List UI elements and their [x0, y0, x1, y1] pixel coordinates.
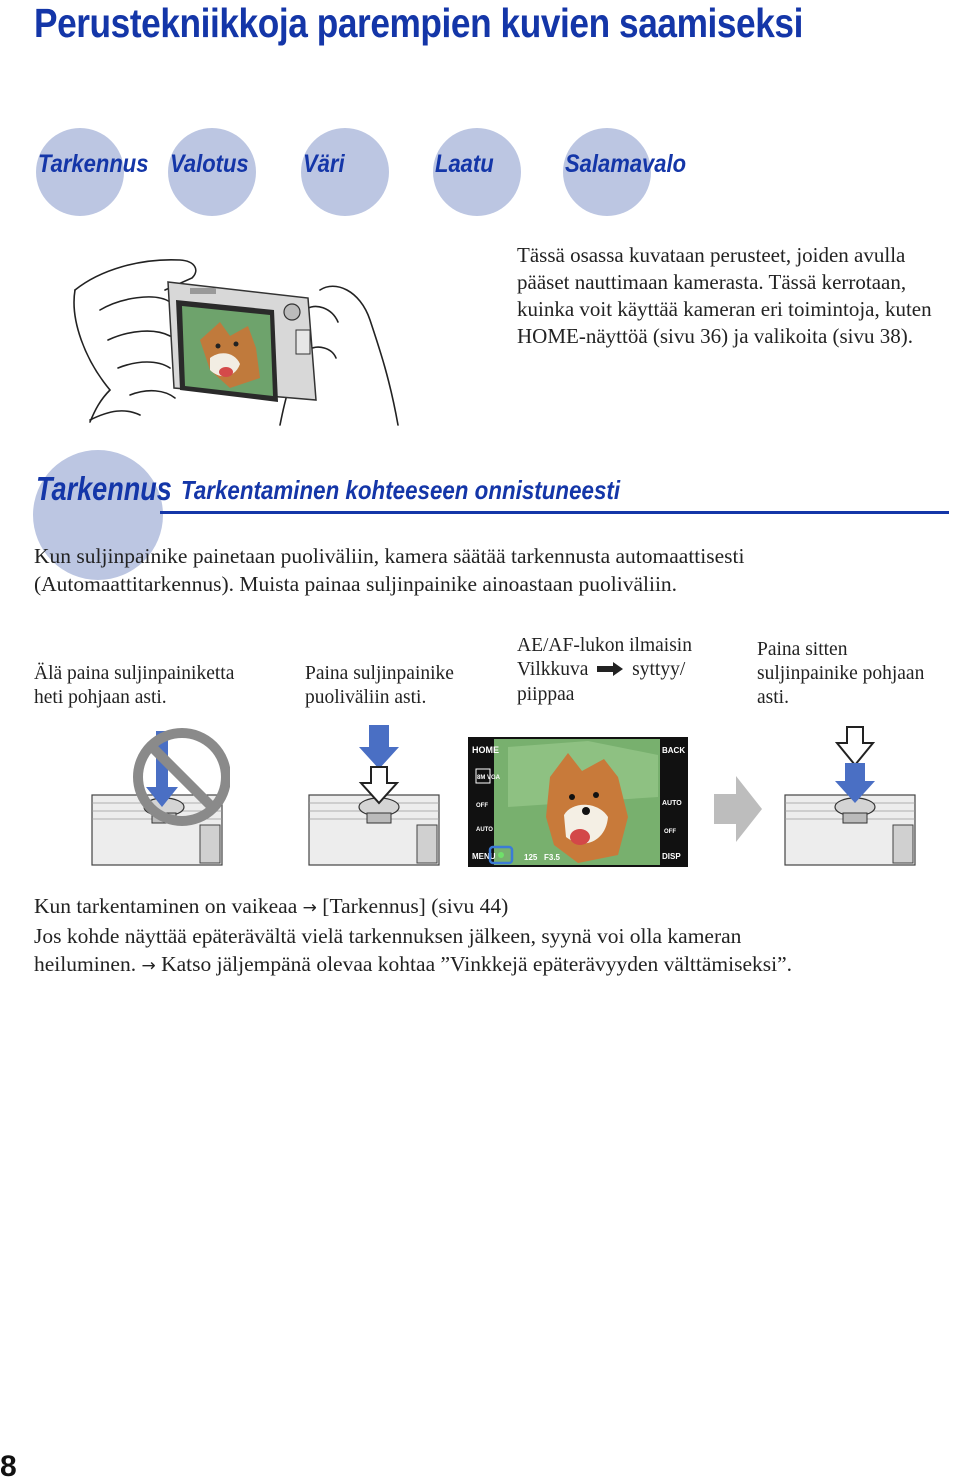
tab-label: Valotus	[170, 150, 249, 178]
bottom-notes	[34, 892, 944, 980]
down-arrow-icon	[835, 727, 875, 803]
note-link[interactable]: [Tarkennus] (sivu 44)	[322, 894, 509, 918]
lcd-off: OFF	[476, 803, 488, 809]
caption-line: heti pohjaan asti.	[34, 687, 167, 708]
lcd-back: BACK	[662, 746, 686, 755]
lcd-aperture: F3.5	[544, 853, 561, 862]
section-subtitle: Tarkentaminen kohteeseen onnistuneesti	[181, 475, 621, 505]
tab-label: Väri	[303, 150, 345, 178]
tab-label: Salamavalo	[565, 150, 687, 178]
intro-paragraph: Tässä osassa kuvataan perusteet, joiden avulla pääset nauttimaan kamerasta. Tässä kerrotaan, kuinka voit käyttää kameran eri toimintoja, kuten HOME-näyttöä (sivu 36) ja valikoita (sivu 38).	[517, 243, 932, 348]
lcd-disp: DISP	[662, 852, 681, 861]
step3-caption	[517, 634, 692, 707]
step2-caption	[305, 662, 454, 710]
note-text: heiluminen.	[34, 952, 137, 976]
note-link[interactable]: Katso jäljempänä olevaa kohtaa ”Vinkkejä epäterävyyden välttämiseksi”.	[161, 952, 793, 976]
caption-line: piippaa	[517, 683, 575, 705]
lcd-mode-auto: AUTO	[476, 827, 493, 833]
step4-illustration	[783, 725, 923, 867]
lcd-home: HOME	[472, 745, 499, 755]
step1-illustration	[90, 725, 230, 867]
down-arrow-icon	[359, 725, 399, 803]
lcd-menu: MENU	[472, 852, 496, 861]
right-arrow-icon	[597, 659, 623, 683]
step2-illustration	[305, 725, 445, 867]
caption-line	[517, 658, 692, 683]
camera-hands-illustration	[70, 250, 410, 430]
lcd-screen	[468, 737, 688, 867]
step1-caption	[34, 662, 234, 710]
caption-line: suljinpainike pohjaan	[757, 663, 925, 684]
note-line: Jos kohde näyttää epäterävältä vielä tarkennuksen jälkeen, syynä voi olla kameran	[34, 924, 742, 948]
caption-line: AE/AF-lukon ilmaisin	[517, 635, 692, 656]
blink-label: Vilkkuva	[517, 659, 589, 680]
body-line: (Automaattitarkennus). Muista painaa suljinpainike ainoastaan puoliväliin.	[34, 572, 678, 596]
section-label: Tarkennus	[36, 470, 172, 507]
lcd-off-right: OFF	[664, 829, 676, 835]
caption-line: Paina suljinpainike	[305, 663, 454, 684]
note-line	[34, 892, 944, 922]
page-title: Perustekniikkoja parempien kuvien saamiseksi	[34, 0, 803, 46]
caption-line: puoliväliin asti.	[305, 687, 427, 708]
next-arrow-icon	[714, 776, 764, 842]
lcd-shutter: 125	[524, 853, 538, 862]
note-text: Kun tarkentaminen on vaikeaa	[34, 894, 298, 918]
section-body	[34, 542, 934, 598]
lit-label: syttyy/	[632, 659, 686, 680]
tab-label: Laatu	[435, 150, 494, 178]
right-arrow-icon: →	[141, 956, 156, 976]
right-arrow-icon: →	[302, 898, 317, 918]
tab-label: Tarkennus	[38, 150, 149, 178]
lcd-flash-auto: AUTO	[662, 800, 682, 807]
page-number: 8	[0, 1450, 17, 1483]
caption-line: Älä paina suljinpainiketta	[34, 663, 235, 684]
note-line	[34, 950, 944, 980]
body-line: Kun suljinpainike painetaan puoliväliin, kamera säätää tarkennusta automaattisesti	[34, 544, 745, 568]
caption-line: asti.	[757, 687, 789, 708]
caption-line: Paina sitten	[757, 639, 848, 660]
lcd-size: 8M VGA	[477, 775, 501, 781]
section-rule	[160, 511, 949, 514]
step4-caption	[757, 638, 924, 710]
